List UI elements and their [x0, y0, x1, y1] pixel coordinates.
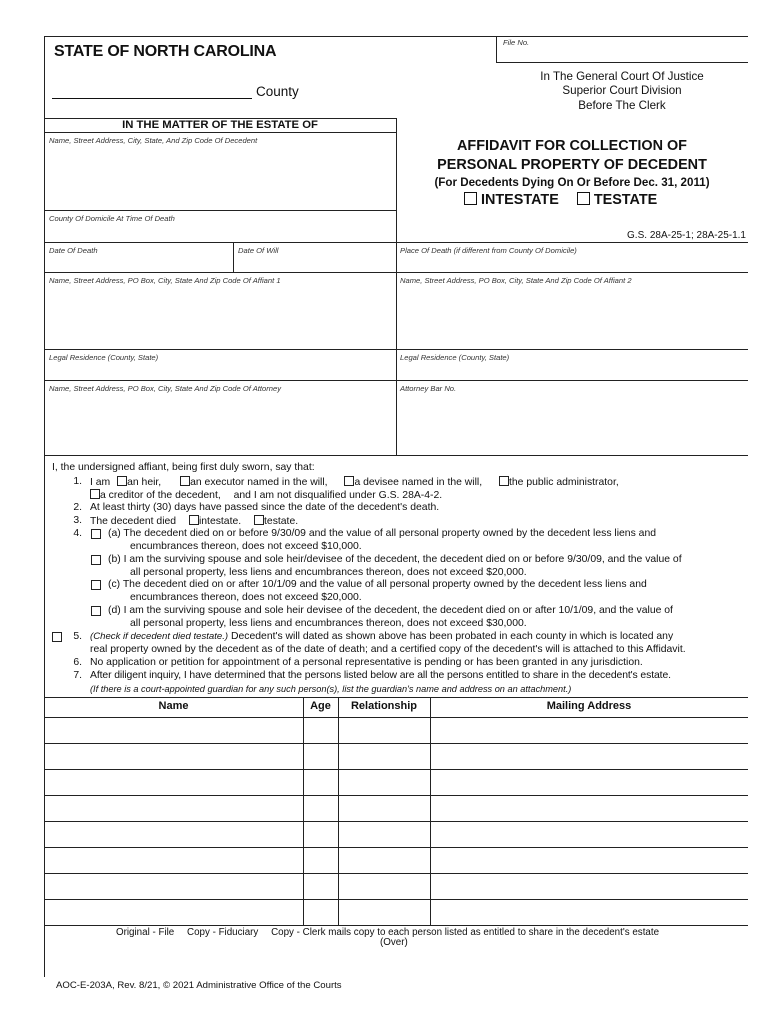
table-cell-mailing-address[interactable] [433, 853, 745, 867]
table-cell-age[interactable] [306, 801, 335, 815]
executor-checkbox[interactable] [180, 476, 190, 486]
table-header-mailing-address: Mailing Address [546, 700, 632, 712]
table-row [44, 795, 748, 821]
table-row [44, 743, 748, 769]
court-line-3: Before The Clerk [578, 98, 666, 112]
file-no-label: File No. [503, 38, 530, 47]
table-cell-mailing-address[interactable] [433, 905, 745, 919]
item-4c-line-2: encumbrances thereon, does not exceed $20,000. [130, 592, 362, 603]
table-cell-name[interactable] [47, 879, 300, 893]
public-administrator-label: the public administrator, [509, 477, 619, 488]
date-of-will-label: Date Of Will [238, 246, 279, 255]
item-7-number: 7. [73, 670, 82, 681]
item-4c-line-1: (c) The decedent died on or after 10/1/09 and the value of all personal property owned by the decedent less liens and [108, 579, 647, 590]
testate-checkbox[interactable] [577, 192, 590, 205]
state-title: STATE OF NORTH CAROLINA [54, 43, 277, 60]
item-4b-line-1: (b) I am the surviving spouse and sole heir/devisee of the decedent, the decedent died on or before 9/30/09, and the value of [108, 554, 682, 565]
died-testate-label: testate. [264, 516, 299, 527]
affidavit-intro: I, the undersigned affiant, being first duly sworn, say that: [52, 462, 315, 473]
table-cell-relationship[interactable] [341, 827, 427, 841]
form-title [396, 137, 748, 192]
item-6-number: 6. [73, 657, 82, 668]
item-7-text: After diligent inquiry, I have determined that the persons listed below are all the persons entitled to share in the decedent's estate. [90, 670, 671, 681]
statute-reference: G.S. 28A-25-1; 28A-25-1.1 [627, 230, 746, 241]
testacy-options [464, 192, 657, 208]
item-4b-line-2: all personal property, less liens and encumbrances thereon, does not exceed $20,000. [130, 567, 527, 578]
table-row [44, 821, 748, 847]
table-row-divider [44, 925, 748, 926]
table-cell-relationship[interactable] [341, 723, 427, 737]
decedent-address-label: Name, Street Address, City, State, And Zip Code Of Decedent [49, 136, 258, 145]
decedent-address-field[interactable] [48, 148, 392, 208]
creditor-checkbox[interactable] [90, 489, 100, 499]
estate-heading: IN THE MATTER OF THE ESTATE OF [122, 119, 318, 131]
creditor-label: a creditor of the decedent, [100, 490, 221, 501]
table-cell-age[interactable] [306, 879, 335, 893]
table-row [44, 717, 748, 743]
item-5-text: Decedent's will dated as shown above has been probated in each county in which is located any [228, 631, 674, 642]
distribution-original: Original - File [116, 927, 175, 938]
item-4d-line-2: all personal property, less liens and encumbrances thereon, does not exceed $30,000. [130, 618, 527, 629]
distribution-clerk: Copy - Clerk mails copy to each person listed as entitled to share in the decedent's estate [271, 927, 660, 938]
table-cell-name[interactable] [47, 827, 300, 841]
item-3-text [90, 515, 298, 529]
form-title-line-1: AFFIDAVIT FOR COLLECTION OF [457, 138, 687, 154]
table-cell-mailing-address[interactable] [433, 775, 745, 789]
form-subtitle: (For Decedents Dying On Or Before Dec. 31, 2011) [434, 176, 710, 189]
table-cell-name[interactable] [47, 775, 300, 789]
affiant-1-label: Name, Street Address, PO Box, City, State And Zip Code Of Affiant 1 [49, 276, 281, 285]
table-cell-relationship[interactable] [341, 749, 427, 763]
over-indicator: (Over) [380, 937, 408, 948]
heir-checkbox[interactable] [117, 476, 127, 486]
item-1-line-2 [90, 489, 442, 503]
heir-label: an heir, [127, 477, 162, 488]
item-5-instruction: (Check if decedent died testate.) [90, 631, 229, 642]
table-cell-age[interactable] [306, 775, 335, 789]
distribution-fiduciary: Copy - Fiduciary [187, 927, 259, 938]
place-of-death-label: Place Of Death (if different from County Of Domicile) [400, 246, 577, 255]
devisee-checkbox[interactable] [344, 476, 354, 486]
table-cell-name[interactable] [47, 749, 300, 763]
item-4a-checkbox[interactable] [91, 529, 101, 539]
item-7-note: (If there is a court-appointed guardian for any such person(s), list the guardian's name and address on an attachment.) [90, 684, 572, 694]
table-cell-mailing-address[interactable] [433, 827, 745, 841]
i-am-label: I am [90, 477, 111, 488]
table-cell-age[interactable] [306, 905, 335, 919]
table-cell-age[interactable] [306, 853, 335, 867]
item-5-line-2: real property owned by the decedent as of the date of death; and a certified copy of the decedent's will is attached to this Affidavit. [90, 644, 686, 655]
county-label: County [256, 84, 299, 99]
table-row [44, 873, 748, 899]
table-cell-relationship[interactable] [341, 775, 427, 789]
affiant-1-field[interactable] [48, 288, 392, 346]
attorney-bar-label: Attorney Bar No. [400, 384, 457, 393]
attorney-field[interactable] [48, 396, 392, 452]
affiant-2-label: Name, Street Address, PO Box, City, State And Zip Code Of Affiant 2 [400, 276, 632, 285]
county-domicile-field[interactable] [48, 224, 392, 240]
table-header-name: Name [158, 700, 189, 712]
table-header-age: Age [310, 700, 331, 712]
legal-residence-2-label: Legal Residence (County, State) [400, 353, 510, 362]
attorney-label: Name, Street Address, PO Box, City, State And Zip Code Of Attorney [49, 384, 281, 393]
court-info [496, 70, 748, 113]
item-5-number: 5. [73, 631, 82, 642]
table-cell-name[interactable] [47, 853, 300, 867]
table-row [44, 899, 748, 925]
form-title-line-2: PERSONAL PROPERTY OF DECEDENT [437, 156, 707, 173]
table-cell-name[interactable] [47, 801, 300, 815]
table-cell-relationship[interactable] [341, 905, 427, 919]
item-6-text: No application or petition for appointment of a personal representative is pending or has been granted in any jurisdiction. [90, 657, 643, 668]
table-cell-relationship[interactable] [341, 853, 427, 867]
died-intestate-label: intestate. [198, 516, 242, 527]
county-domicile-label: County Of Domicile At Time Of Death [49, 214, 175, 223]
affiant-2-field[interactable] [400, 288, 744, 346]
item-4a-line-1: (a) The decedent died on or before 9/30/09 and the value of all personal property owned by the decedent less liens and [108, 528, 656, 539]
item-4d-line-1: (d) I am the surviving spouse and sole heir devisee of the decedent, the decedent died on or after 10/1/09, and the value of [108, 605, 673, 616]
item-5-line-1 [90, 631, 673, 644]
legal-residence-1-label: Legal Residence (County, State) [49, 353, 159, 362]
table-cell-name[interactable] [47, 905, 300, 919]
decedent-died-label: The decedent died [90, 516, 177, 527]
item-3-number: 3. [73, 515, 82, 526]
date-of-death-label: Date Of Death [49, 246, 98, 255]
court-line-2: Superior Court Division [562, 84, 682, 98]
intestate-checkbox[interactable] [464, 192, 477, 205]
item-4-number: 4. [73, 528, 82, 539]
public-administrator-checkbox[interactable] [499, 476, 509, 486]
died-testate-checkbox[interactable] [254, 515, 264, 525]
table-cell-relationship[interactable] [341, 801, 427, 815]
table-row [44, 847, 748, 873]
item-2-text: At least thirty (30) days have passed since the date of the decedent's death. [90, 502, 440, 513]
table-cell-age[interactable] [306, 749, 335, 763]
item-4c-checkbox[interactable] [91, 580, 101, 590]
item-1-line-1 [90, 476, 619, 490]
table-cell-relationship[interactable] [341, 879, 427, 893]
form-id: AOC-E-203A, Rev. 8/21, © 2021 Administrative Office of the Courts [56, 980, 342, 991]
item-1-number: 1. [73, 476, 82, 487]
table-cell-mailing-address[interactable] [433, 749, 745, 763]
table-row [44, 769, 748, 795]
table-header-relationship: Relationship [350, 700, 417, 712]
attorney-bar-field[interactable] [400, 396, 744, 452]
table-cell-age[interactable] [306, 827, 335, 841]
not-disqualified-text: and I am not disqualified under G.S. 28A-4-2. [233, 490, 443, 501]
court-line-1: In The General Court Of Justice [540, 70, 704, 83]
item-4b-checkbox[interactable] [91, 555, 101, 565]
table-cell-age[interactable] [306, 723, 335, 737]
intestate-label: INTESTATE [481, 192, 559, 208]
table-cell-name[interactable] [47, 723, 300, 737]
table-cell-mailing-address[interactable] [433, 801, 745, 815]
table-cell-mailing-address[interactable] [433, 879, 745, 893]
county-input-line[interactable] [52, 98, 252, 99]
table-cell-mailing-address[interactable] [433, 723, 745, 737]
item-4a-line-2: encumbrances thereon, does not exceed $10,000. [130, 541, 362, 552]
item-4d-checkbox[interactable] [91, 606, 101, 616]
testate-label: TESTATE [593, 192, 658, 208]
devisee-label: a devisee named in the will, [354, 477, 483, 488]
executor-label: an executor named in the will, [190, 477, 328, 488]
item-2-number: 2. [73, 502, 82, 513]
died-intestate-checkbox[interactable] [189, 515, 199, 525]
